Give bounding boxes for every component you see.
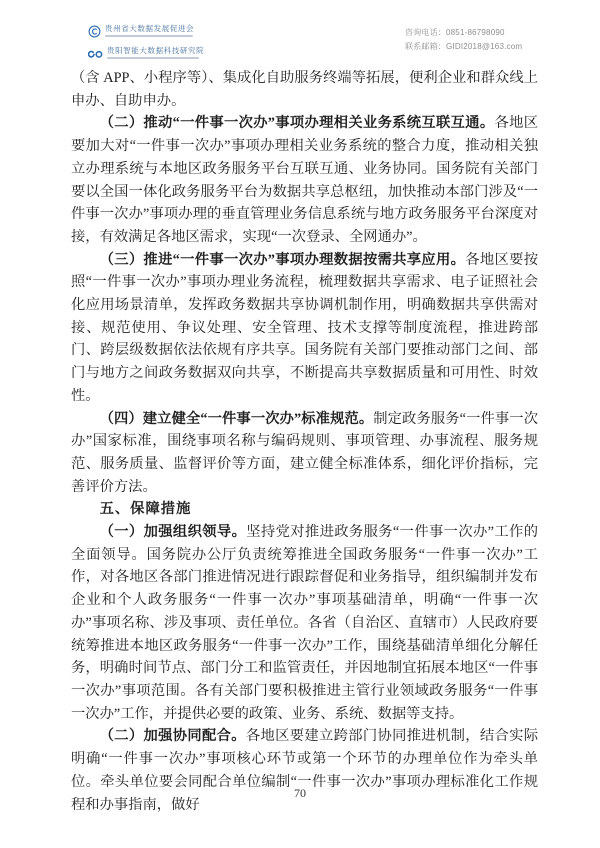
header-logo-block bbox=[88, 24, 204, 68]
document-body bbox=[71, 67, 538, 816]
paragraph-lead: （二）加强协同配合。 bbox=[99, 728, 246, 745]
contact-email-label: 联系邮箱： bbox=[405, 41, 446, 51]
section-heading-safeguards: 五、保障措施 bbox=[99, 501, 192, 518]
page-number: 70 bbox=[294, 786, 306, 800]
paragraph-lead: （四）建立健全“一件事一次办”标准规范。 bbox=[99, 410, 374, 427]
institute-name-block bbox=[107, 46, 204, 59]
association-name: 贵州省大数据发展促进会 bbox=[105, 24, 195, 33]
paragraph-item-2-safeguards bbox=[71, 725, 538, 816]
contact-phone-label: 咨询电话： bbox=[405, 28, 446, 37]
association-english-subtitle-line bbox=[105, 35, 193, 37]
paragraph-text: 各地区要加大对“一件事一次办”事项办理相关业务系统的整合力度，推动相关独立办理系统与本地区政务服务平台互联互通、业务协同。国务院有关部门要以全国一体化政务服务平台为数据共享总枢纽，加快推动本部门涉及“一件事一次办”事项办理的垂直管理业务信息系统与地方政务服务平台深度对接，有效满足各地区需求，实现“一次登录、全网通办”。 bbox=[71, 115, 539, 245]
paragraph-continuation bbox=[71, 67, 538, 112]
contact-email-address: GIDI2018@163.com bbox=[446, 41, 523, 51]
paragraph-lead: （二）推动“一件事一次办”事项办理相关业务系统互联互通。 bbox=[99, 115, 495, 132]
association-name-block bbox=[105, 24, 194, 37]
paragraph-item-2 bbox=[71, 112, 538, 248]
paragraph-lead: （三）推进“一件事一次办”事项办理数据按需共享应用。 bbox=[99, 251, 466, 268]
association-logo-icon bbox=[88, 25, 101, 43]
paragraph-text: 坚持党对推进政务服务“一件事一次办”工作的全面领导。国务院办公厅负责统筹推进全国政务服务“一件事一次办”工作，对各地区各部门推进情况进行跟踪督促和业务指导，组织编制并发布企业和个人政务服务“一件事一次办”事项基础清单，明确“一件事一次办”事项名称、涉及事项、责任单位。各省（自治区、直辖市）人民政府要统筹推进本地区政务服务“一件事一次办”工作，围绕基础清单细化分解任务，明确时间节点、部门分工和监管责任，并因地制宜拓展本地区“一件事一次办”事项范围。各有关部门要积极推进主管行业领域政务服务“一件事一次办”工作，并提供必要的政策、业务、系统、数据等支持。 bbox=[71, 524, 538, 722]
paragraph-item-4 bbox=[71, 408, 538, 499]
institute-name: 贵阳智能大数据科技研究院 bbox=[107, 46, 205, 55]
paragraph-text: 各地区要建立跨部门协同推进机制，结合实际明确“一件事一次办”事项核心环节或第一个环节的办理单位作为牵头单位。牵头单位要会同配合单位编制“一件事一次办”事项办理标准化工作规程和办事指南，做好 bbox=[71, 728, 539, 813]
contact-phone-line bbox=[405, 26, 522, 40]
contact-phone-number: 0851-86798090 bbox=[446, 28, 505, 37]
contact-email-line bbox=[405, 40, 522, 54]
header-contact-block bbox=[405, 26, 522, 53]
institute-logo-row bbox=[88, 46, 204, 65]
association-logo-row bbox=[88, 24, 204, 43]
paragraph-item-3 bbox=[71, 249, 538, 408]
paragraph-text: （含 APP、小程序等）、集成化自助服务终端等拓展，便利企业和群众线上申办、自助申办。 bbox=[71, 70, 538, 109]
paragraph-text: 各地区要按照“一件事一次办”事项办理业务流程，梳理数据共享需求、电子证照社会化应用场景清单，发挥政务数据共享协调机制作用，明确数据共享供需对接、规范使用、争议处理、安全管理、技术支撑等制度流程，推进跨部门、跨层级数据依法依规有序共享。国务院有关部门要推动部门之间、部门与地方之间政务数据双向共享，不断提高共享数据质量和可用性、时效性。 bbox=[71, 251, 539, 404]
institute-english-subtitle-line bbox=[107, 57, 199, 59]
institute-logo-icon bbox=[88, 47, 103, 65]
paragraph-lead: （一）加强组织领导。 bbox=[99, 524, 247, 541]
paragraph-item-1-safeguards bbox=[71, 521, 538, 725]
paragraph-text: 制定政务服务“一件事一次办”国家标准，围绕事项名称与编码规则、事项管理、办事流程、服务规范、服务质量、监督评价等方面，建立健全标准体系，细化评价指标，完善评价方法。 bbox=[71, 410, 538, 495]
